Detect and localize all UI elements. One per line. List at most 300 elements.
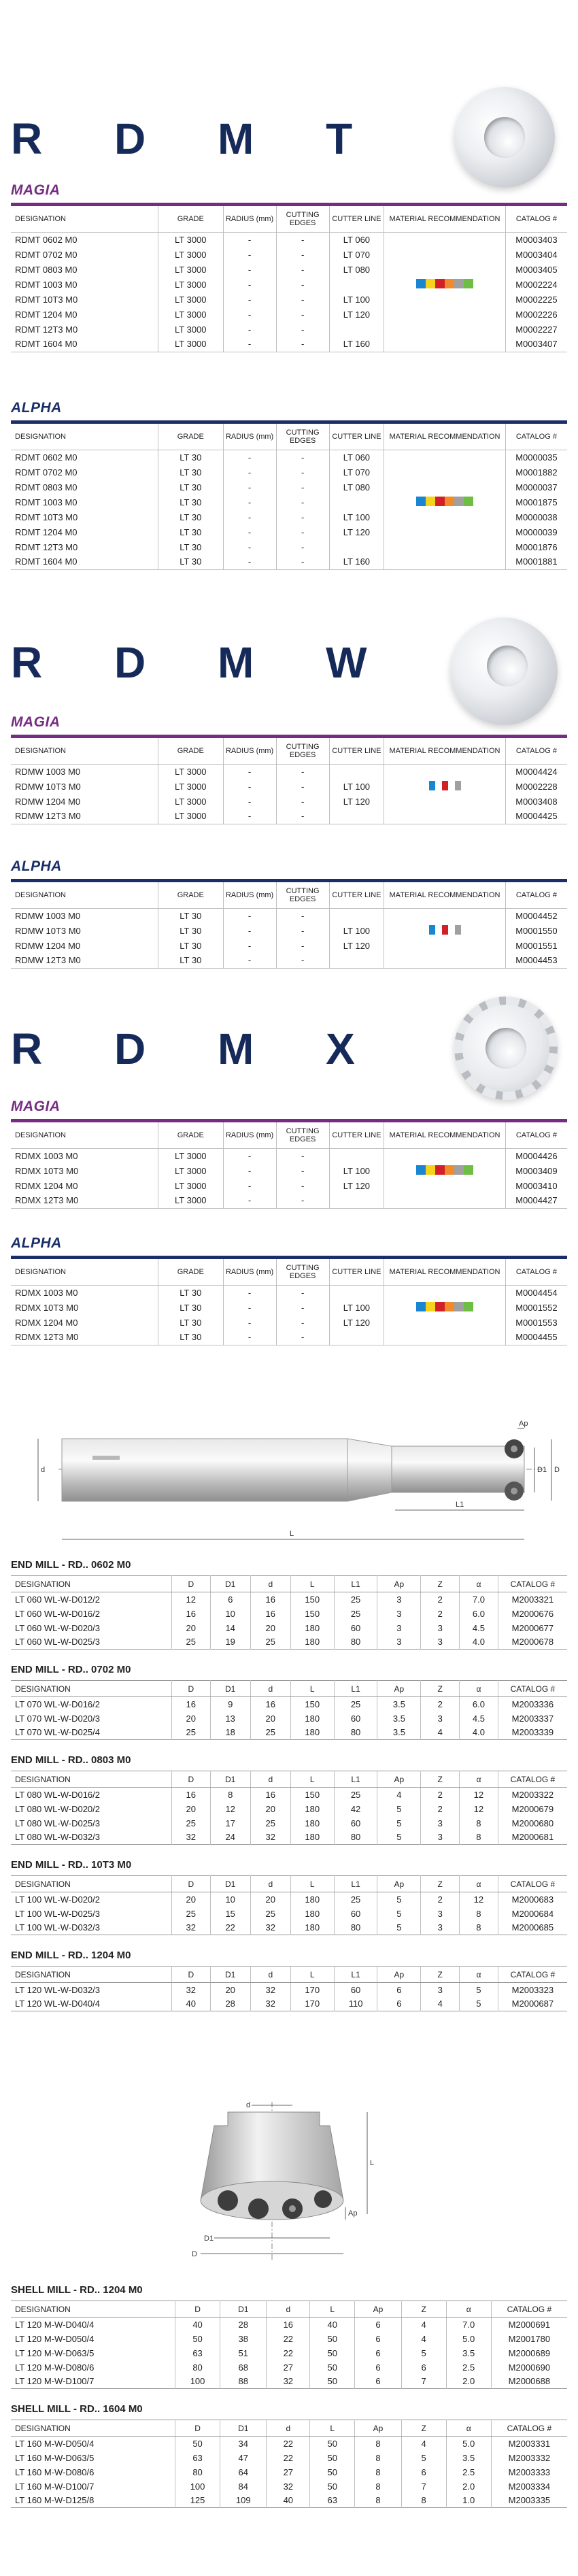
table-row [11,277,567,292]
material-swatch-green [464,497,473,506]
table-cell: - [276,307,329,322]
table-cell: LT 160 [329,554,384,569]
table-row [11,1193,567,1208]
table-cell: LT 30 [158,938,223,953]
column-header: DESIGNATION [11,1576,171,1592]
table-cell: LT 120 WL-W-D040/4 [11,1997,171,2011]
table-cell: LT 100 WL-W-D025/3 [11,1907,171,1921]
table-cell: 5 [377,1802,421,1816]
material-recommendation-cell [384,450,506,465]
table-cell: - [276,794,329,809]
table-cell: LT 120 [329,307,384,322]
table-cell: - [223,1315,276,1330]
column-header: L [290,1681,334,1697]
catalog-number: M0003410 [505,1178,567,1193]
table-cell: 6 [401,2360,446,2375]
table-cell: LT 060 [329,450,384,465]
table-cell: 6 [210,1592,250,1607]
table-cell: LT 120 [329,938,384,953]
table-cell: 4 [401,2437,446,2451]
table-cell: 3 [377,1592,421,1607]
table-cell: - [276,1193,329,1208]
table-cell: - [223,262,276,277]
column-header: L [310,2301,355,2318]
table-cell: - [276,779,329,794]
table-cell: 80 [334,1921,377,1935]
table-cell: 60 [334,1621,377,1635]
table-cell: 4.5 [460,1621,498,1635]
material-recommendation-cell [384,262,506,277]
catalog-number: M0004427 [505,1193,567,1208]
table-cell: 25 [334,1892,377,1907]
table-cell: - [223,1178,276,1193]
column-header: RADIUS (mm) [223,1259,276,1285]
material-swatch-gray [454,1165,464,1175]
table-cell: LT 100 [329,779,384,794]
table-cell: M2003323 [511,1984,554,1995]
catalog-number: M0000037 [505,480,567,495]
table-cell: LT 120 M-W-D080/6 [11,2360,175,2375]
table-cell: RDMT 12T3 M0 [11,322,158,337]
column-header: CATALOG # [505,882,567,908]
table-cell: 180 [290,1621,334,1635]
column-header: GRADE [158,882,223,908]
table-row [11,2437,567,2451]
column-header: Ap [355,2420,401,2437]
table-cell: - [276,1315,329,1330]
table-row [11,322,567,337]
table-cell: LT 080 WL-W-D032/3 [11,1830,171,1845]
insert-table-rdmt-alpha [11,424,567,570]
catalog-number: M0001881 [505,554,567,569]
table-cell: 80 [175,2360,220,2375]
table-cell: - [276,809,329,824]
table-cell: 32 [267,2375,310,2389]
table-cell: - [223,794,276,809]
table-cell: 25 [250,1907,290,1921]
table-cell: - [276,524,329,539]
table-cell: LT 120 M-W-D100/7 [11,2375,175,2389]
table-cell: - [276,232,329,247]
table-cell: 7.0 [446,2318,491,2332]
table-cell: RDMT 1204 M0 [11,307,158,322]
table-row [11,1592,567,1607]
table-cell: - [223,292,276,307]
table-row [11,1892,567,1907]
table-cell: 25 [334,1592,377,1607]
table-cell: 25 [171,1635,210,1650]
material-swatch-blue [429,781,435,790]
table-cell: - [276,1285,329,1300]
column-header: L1 [334,1681,377,1697]
table-cell: RDMT 1604 M0 [11,337,158,352]
table-cell: 22 [267,2451,310,2465]
table-row [11,1285,567,1300]
column-header: CATALOG # [505,424,567,450]
column-header: CUTTER LINE [329,882,384,908]
column-header: D [171,1967,210,1983]
table-cell: 20 [250,1621,290,1635]
material-recommendation-cell [384,1285,506,1300]
column-header: CUTTING EDGES [276,1259,329,1285]
table-cell: RDMT 1204 M0 [11,524,158,539]
table-cell: M2003332 [508,2452,551,2463]
table-cell: 12 [460,1788,498,1802]
table-cell: 6 [355,2375,401,2389]
table-cell: 27 [267,2360,310,2375]
table-cell: 2 [421,1802,460,1816]
table-row [11,1621,567,1635]
table-cell: 25 [250,1816,290,1830]
table-cell: LT 3000 [158,794,223,809]
table-cell: LT 30 [158,450,223,465]
table-cell: - [276,247,329,262]
table-row [11,1711,567,1726]
table-cell: RDMT 10T3 M0 [11,292,158,307]
shell-mill-drawing [163,2098,449,2269]
table-row [11,794,567,809]
table-cell: - [223,908,276,923]
column-header: DESIGNATION [11,2420,175,2437]
table-cell: 12 [460,1802,498,1816]
table-cell: M2000690 [508,2362,551,2373]
table-cell: 22 [267,2332,310,2346]
column-header: CATALOG # [505,1122,567,1148]
table-cell: - [276,322,329,337]
material-swatch-orange [445,497,454,506]
table-cell: 19 [210,1635,250,1650]
catalog-number: M0004455 [505,1330,567,1345]
column-header: CATALOG # [505,206,567,232]
column-header: α [460,1967,498,1983]
table-cell: 25 [171,1907,210,1921]
table-row [11,2451,567,2465]
tool-table [11,2301,567,2389]
table-cell: LT 30 [158,923,223,938]
material-swatch-gray [455,925,461,935]
table-cell: LT 060 WL-W-D025/3 [11,1635,171,1650]
column-header: D [171,1876,210,1892]
material-recommendation-cell [384,539,506,554]
column-header: d [250,1876,290,1892]
table-cell: - [276,1300,329,1315]
column-header: CUTTING EDGES [276,882,329,908]
table-cell: RDMT 0702 M0 [11,247,158,262]
column-header: RADIUS (mm) [223,882,276,908]
table-cell: - [276,262,329,277]
column-header: d [267,2301,310,2318]
material-recommendation-cell [384,277,506,292]
table-row [11,1635,567,1650]
catalog-number: M0000039 [505,524,567,539]
dim-label-l: L [370,2159,375,2167]
column-header: GRADE [158,738,223,764]
table-cell: 5 [377,1907,421,1921]
table-cell: 16 [171,1788,210,1802]
table-cell: 4 [421,1997,460,2011]
material-swatch-blue [429,925,435,935]
table-cell: 3.5 [377,1726,421,1740]
table-cell: 20 [171,1621,210,1635]
table-cell: LT 30 [158,509,223,524]
column-header: DESIGNATION [11,1122,158,1148]
table-cell: 100 [175,2375,220,2389]
table-cell: LT 3000 [158,1178,223,1193]
table-cell: - [276,1148,329,1163]
table-cell: - [276,495,329,509]
column-header: D1 [210,1967,250,1983]
table-cell: - [276,292,329,307]
table-cell: 50 [175,2437,220,2451]
table-cell: RDMT 0602 M0 [11,232,158,247]
tool-table [11,1575,567,1650]
table-cell: LT 3000 [158,247,223,262]
table-cell: 3 [421,1711,460,1726]
column-header: L [310,2420,355,2437]
table-cell: 8 [460,1830,498,1845]
table-cell: 38 [220,2332,267,2346]
table-row [11,495,567,509]
table-cell: 40 [310,2318,355,2332]
column-header: L1 [334,1967,377,1983]
material-swatches [416,1165,473,1175]
material-recommendation-cell [384,794,506,809]
table-cell: 180 [290,1802,334,1816]
table-row [11,2360,567,2375]
catalog-number: M0003403 [505,232,567,247]
column-header: D [171,1576,210,1592]
table-cell: 8 [460,1921,498,1935]
table-cell: 16 [250,1697,290,1711]
table-cell: - [223,232,276,247]
table-cell: - [223,539,276,554]
catalog-number: M0003405 [505,262,567,277]
catalog-number: M0004426 [505,1148,567,1163]
column-header: D1 [210,1876,250,1892]
column-header: CATALOG # [505,738,567,764]
table-cell: - [276,1178,329,1193]
table-row [11,539,567,554]
material-swatch-yellow [426,1165,435,1175]
table-cell: 180 [290,1921,334,1935]
column-header: MATERIAL RECOMMENDATION [384,882,506,908]
table-cell: 50 [310,2451,355,2465]
column-header: CUTTER LINE [329,1259,384,1285]
dim-label-d1: D1 [204,2235,214,2243]
table-cell: RDMT 0803 M0 [11,262,158,277]
table-cell: 180 [290,1816,334,1830]
table-cell: 1.0 [446,2494,491,2508]
section-label-alpha: ALPHA [11,400,62,416]
column-header: CUTTER LINE [329,738,384,764]
catalog-number: M0003408 [505,794,567,809]
catalog-number: M0004424 [505,764,567,779]
table-cell: 8 [355,2465,401,2479]
section-label-alpha: ALPHA [11,858,62,874]
material-recommendation-cell [384,232,506,247]
dim-label-d: d [41,1466,46,1474]
column-header: DESIGNATION [11,1876,171,1892]
table-cell [329,322,384,337]
table-cell: LT 30 [158,539,223,554]
table-cell: RDMT 1604 M0 [11,554,158,569]
table-cell: 7 [401,2479,446,2494]
table-cell: 12 [460,1892,498,1907]
table-cell: 22 [267,2437,310,2451]
column-header: D1 [210,1681,250,1697]
table-cell [329,953,384,968]
catalog-number: M0001553 [505,1315,567,1330]
column-header: DESIGNATION [11,1771,171,1788]
material-swatch-gray [454,279,464,288]
table-cell: M2000678 [511,1637,554,1647]
column-header: MATERIAL RECOMMENDATION [384,424,506,450]
column-header: L1 [334,1576,377,1592]
column-header: Ap [377,1967,421,1983]
table-cell: - [223,809,276,824]
table-cell: M2000687 [511,1998,554,2009]
table-cell: - [276,277,329,292]
table-cell: 5.0 [446,2437,491,2451]
table-cell: M2000677 [511,1622,554,1633]
table-cell: - [223,337,276,352]
material-recommendation-cell [384,764,506,779]
column-header: L [290,1576,334,1592]
column-header: Ap [377,1576,421,1592]
material-recommendation-cell [384,1300,506,1315]
table-cell: 20 [250,1711,290,1726]
table-cell: - [223,1163,276,1178]
table-cell: LT 100 [329,1163,384,1178]
table-cell: 25 [334,1788,377,1802]
table-cell: 3.5 [446,2346,491,2360]
column-header: Ap [377,1681,421,1697]
table-cell: - [223,953,276,968]
table-cell: M2003331 [508,2438,551,2449]
table-cell: 40 [175,2318,220,2332]
table-cell: M2000691 [508,2319,551,2330]
table-cell: 5 [460,1997,498,2011]
column-header: GRADE [158,206,223,232]
table-cell: RDMT 12T3 M0 [11,539,158,554]
dim-label-l: L [290,1530,294,1538]
table-row [11,1148,567,1163]
table-cell: LT 30 [158,554,223,569]
insert-table-rdmx-alpha [11,1259,567,1345]
table-cell: LT 080 WL-W-D016/2 [11,1788,171,1802]
table-cell: RDMW 10T3 M0 [11,779,158,794]
table-cell: - [276,953,329,968]
table-cell: 110 [334,1997,377,2011]
catalog-number: M0003409 [505,1163,567,1178]
table-cell: 150 [290,1607,334,1621]
insert-table-rdmw-alpha [11,882,567,969]
material-swatch-yellow [426,1302,435,1311]
table-row [11,1830,567,1845]
column-header: RADIUS (mm) [223,424,276,450]
table-cell: RDMX 12T3 M0 [11,1330,158,1345]
table-cell: LT 120 [329,794,384,809]
column-header: D [175,2420,220,2437]
table-cell: 4 [377,1788,421,1802]
table-cell: LT 100 [329,1300,384,1315]
table-cell: LT 070 WL-W-D025/4 [11,1726,171,1740]
table-row [11,2479,567,2494]
material-swatch-gray [454,497,464,506]
table-cell: 125 [175,2494,220,2508]
catalog-number: M0003404 [505,247,567,262]
column-header: CATALOG # [498,1876,567,1892]
section-label-magia: MAGIA [11,1099,61,1114]
table-cell: 27 [267,2465,310,2479]
table-cell: M2003334 [508,2481,551,2492]
table-cell: 63 [310,2494,355,2508]
material-recommendation-cell [384,465,506,480]
table-row [11,809,567,824]
table-cell: 5 [377,1830,421,1845]
tool-section-title: END MILL - RD.. 1204 M0 [11,1950,131,1961]
section-label-magia: MAGIA [11,714,61,730]
table-row [11,908,567,923]
table-cell: LT 3000 [158,322,223,337]
section-label-alpha: ALPHA [11,1235,62,1251]
table-cell: LT 070 WL-W-D016/2 [11,1697,171,1711]
column-header: Z [421,1876,460,1892]
tool-section-title: END MILL - RD.. 0803 M0 [11,1754,131,1766]
table-cell: 2.0 [446,2375,491,2389]
material-swatch-gray [455,781,461,790]
table-cell: 18 [210,1726,250,1740]
table-cell: - [223,450,276,465]
table-cell: 3 [421,1830,460,1845]
table-row [11,1997,567,2011]
table-cell [329,1330,384,1345]
table-cell: LT 100 [329,509,384,524]
page-title-rdmw: R D M W [11,638,397,687]
table-cell: 60 [334,1711,377,1726]
table-cell: RDMT 10T3 M0 [11,509,158,524]
column-header: DESIGNATION [11,738,158,764]
column-header: CATALOG # [505,1259,567,1285]
table-cell: 51 [220,2346,267,2360]
table-cell: LT 160 M-W-D100/7 [11,2479,175,2494]
table-cell: 25 [250,1726,290,1740]
column-header: DESIGNATION [11,1681,171,1697]
table-cell: 32 [171,1830,210,1845]
table-cell: 80 [334,1635,377,1650]
page-title-rdmt: R D M T [11,114,383,163]
material-recommendation-cell [384,1178,506,1193]
table-cell: - [223,1300,276,1315]
table-cell: LT 3000 [158,779,223,794]
catalog-number: M0002227 [505,322,567,337]
table-cell: 3 [421,1983,460,1997]
table-cell [329,495,384,509]
table-cell: 150 [290,1592,334,1607]
column-header: L [290,1771,334,1788]
insert-table-rdmt-magia [11,206,567,352]
table-cell: LT 100 [329,923,384,938]
column-header: CUTTING EDGES [276,738,329,764]
insert-table-rdmx-magia [11,1122,567,1209]
table-row [11,779,567,794]
table-cell: 7.0 [460,1592,498,1607]
tool-section-title: SHELL MILL - RD.. 1604 M0 [11,2403,143,2415]
table-cell: LT 080 [329,262,384,277]
table-cell: - [276,1163,329,1178]
table-cell: 50 [310,2346,355,2360]
table-row [11,938,567,953]
